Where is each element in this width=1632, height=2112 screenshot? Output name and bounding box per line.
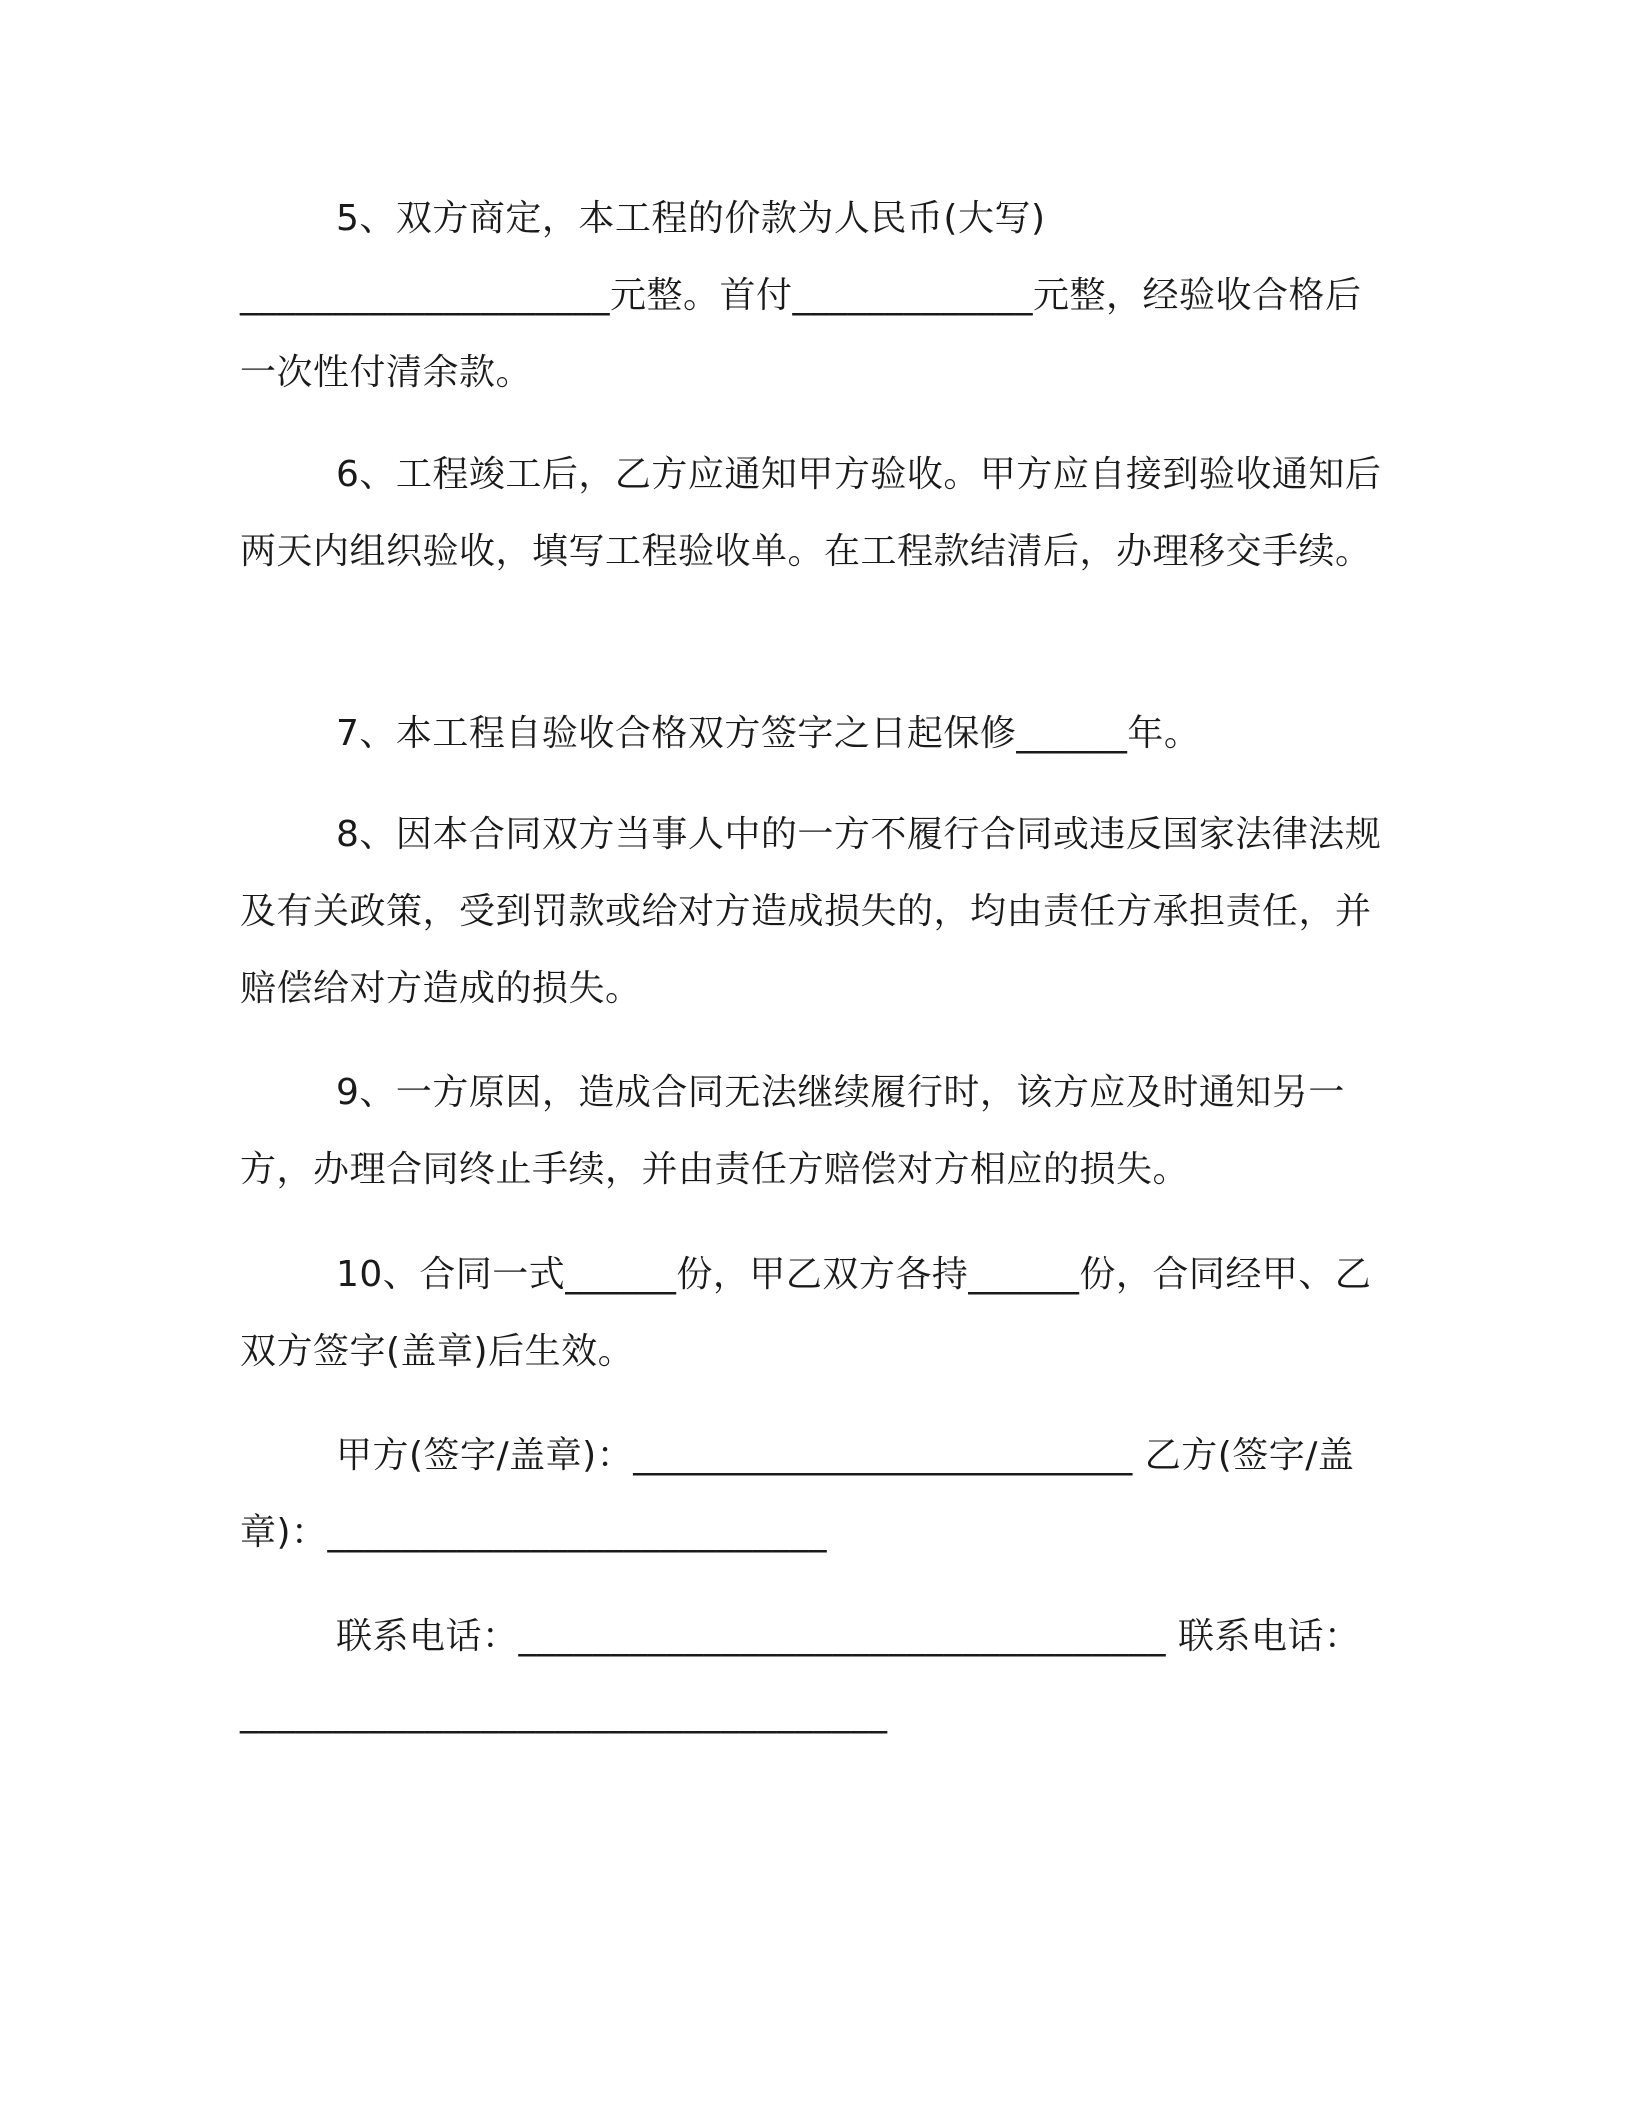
party-b-phone-blank: ___________________________________ [240,1693,888,1734]
signature-line [240,1417,1390,1571]
clause-5 [240,180,1390,411]
warranty-years-blank: ______ [1016,713,1128,754]
clause-6 [240,436,1390,590]
clause-6-text: 6、工程竣工后，乙方应通知甲方验收。甲方应自接到验收通知后两天内组织验收，填写工程验收单。在工程款结清后，办理移交手续。 [240,454,1382,572]
clause-10 [240,1236,1390,1390]
party-a-phone-blank: ___________________________________ [518,1616,1178,1657]
clause-5-text-b: 元整。首付 [610,275,793,316]
clause-10-text-c: 份，合同经甲、乙双方签字(盖章)后生效。 [240,1254,1372,1372]
clause-10-text-a: 10、合同一式 [336,1254,566,1295]
clause-5-text-a: 5、双方商定，本工程的价款为人民币(大写) [336,198,1046,239]
clause-10-text-b: 份，甲乙双方各持 [676,1254,969,1295]
party-a-signature-label: 甲方(签字/盖章)： [336,1435,634,1476]
copies-each-blank: ______ [968,1254,1080,1295]
party-b-signature-label: 乙方(签字/盖章)： [240,1435,1355,1553]
party-b-signature-blank: ___________________________ [327,1512,828,1553]
total-price-blank: ____________________ [240,275,610,316]
down-payment-blank: _____________ [792,275,1034,316]
clause-8 [240,796,1390,1027]
party-a-signature-blank: ___________________________ [633,1435,1145,1476]
clause-7-text-b: 年。 [1127,713,1201,754]
clause-7-text-a: 7、本工程自验收合格双方签字之日起保修 [336,713,1017,754]
copies-total-blank: ______ [565,1254,677,1295]
clause-9-text: 9、一方原因，造成合同无法继续履行时，该方应及时通知另一方，办理合同终止手续，并由责任方赔偿对方相应的损失。 [240,1072,1345,1190]
clause-9 [240,1054,1390,1208]
clause-7 [240,695,1390,772]
party-b-phone-label: 联系电话： [1177,1616,1361,1657]
clause-8-text: 8、因本合同双方当事人中的一方不履行合同或违反国家法律法规及有关政策，受到罚款或给对方造成损失的，均由责任方承担责任，并赔偿给对方造成的损失。 [240,814,1382,1009]
party-a-phone-label: 联系电话： [336,1616,519,1657]
clause-5-text-c: 元整，经验收合格后一次性付清余款。 [240,275,1362,393]
phone-line [240,1598,1390,1752]
